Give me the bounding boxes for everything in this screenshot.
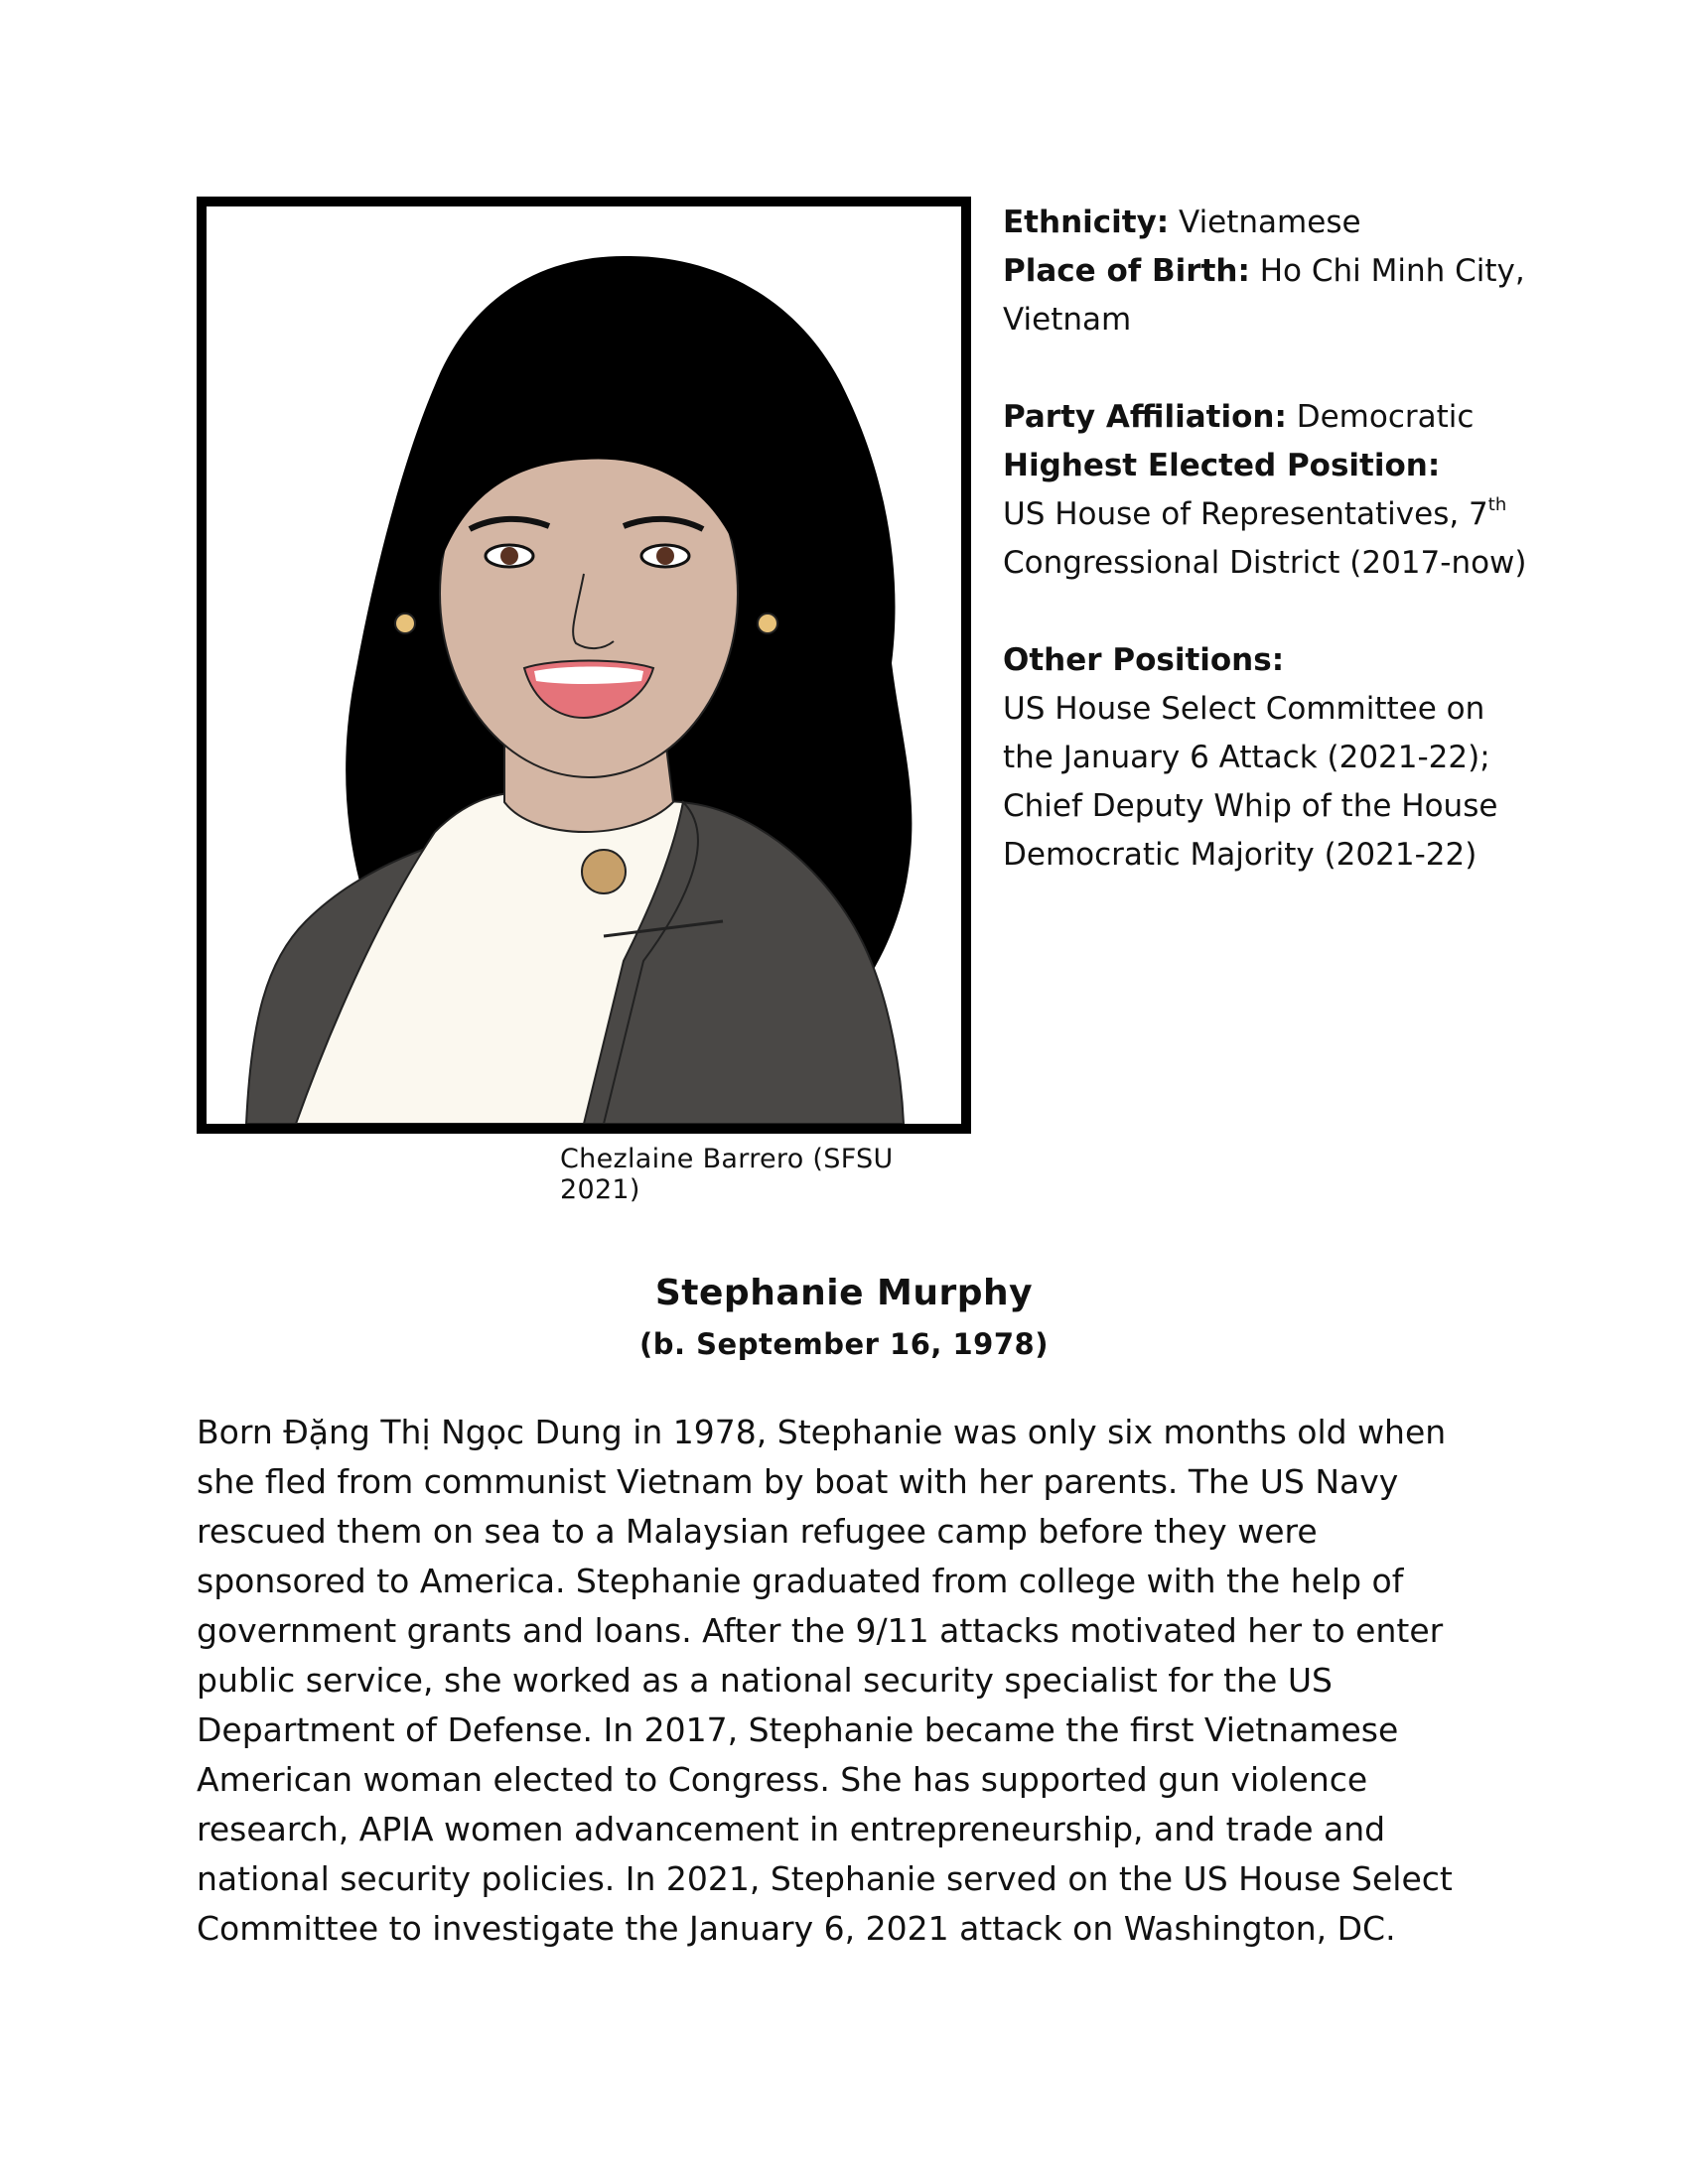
position-line2: Congressional District (2017-now)	[1003, 545, 1527, 581]
birth-label: Place of Birth:	[1003, 253, 1250, 289]
teeth	[534, 667, 643, 685]
bio-line: she fled from communist Vietnam by boat with her parents. The US Navy	[197, 1462, 1399, 1501]
left-earring	[395, 614, 415, 633]
person-name: Stephanie Murphy	[654, 1273, 1034, 1313]
party-label: Party Affiliation:	[1003, 399, 1287, 435]
position-line1	[1003, 490, 1648, 539]
bio-line: national security policies. In 2021, Stephanie served on the US House Select	[197, 1859, 1453, 1898]
portrait-frame	[197, 197, 971, 1134]
birth-date: (b. September 16, 1978)	[639, 1327, 1049, 1361]
bio-line: research, APIA women advancement in entrepreneurship, and trade and	[197, 1810, 1386, 1848]
right-iris	[656, 547, 674, 565]
bio-line: American woman elected to Congress. She has supported gun violence	[197, 1760, 1368, 1799]
party-row	[1003, 393, 1648, 442]
spacer	[1003, 344, 1648, 393]
left-iris	[500, 547, 518, 565]
bio-line: Committee to investigate the January 6, 2021 attack on Washington, DC.	[197, 1909, 1396, 1948]
birth-row	[1003, 247, 1648, 296]
position-line1-sup: th	[1487, 494, 1507, 515]
ethnicity-row	[1003, 199, 1648, 247]
other-position-line: Democratic Majority (2021-22)	[1003, 837, 1477, 873]
birth-value-line2: Vietnam	[1003, 302, 1132, 338]
spacer	[1003, 588, 1648, 636]
other-position-line: the January 6 Attack (2021-22);	[1003, 740, 1490, 775]
info-panel	[1003, 199, 1648, 880]
biography	[197, 1408, 1527, 1954]
bio-line: Department of Defense. In 2017, Stephanie became the first Vietnamese	[197, 1710, 1399, 1749]
position-label: Highest Elected Position:	[1003, 448, 1441, 483]
other-position-line: Chief Deputy Whip of the House	[1003, 788, 1498, 824]
illustrator-caption: Chezlaine Barrero (SFSU 2021)	[560, 1144, 894, 1205]
right-earring	[758, 614, 777, 633]
bio-line: sponsored to America. Stephanie graduated from college with the help of	[197, 1562, 1404, 1600]
ethnicity-label: Ethnicity:	[1003, 205, 1170, 240]
congressional-pin	[582, 850, 626, 893]
bio-line: public service, she worked as a national security specialist for the US	[197, 1661, 1333, 1700]
birth-value-line1: Ho Chi Minh City,	[1259, 253, 1525, 289]
position-line1-text: US House of Representatives, 7	[1003, 496, 1488, 532]
other-positions-label: Other Positions:	[1003, 642, 1285, 678]
bio-line: rescued them on sea to a Malaysian refugee camp before they were	[197, 1512, 1318, 1551]
bio-line: Born Đặng Thị Ngọc Dung in 1978, Stephanie was only six months old when	[197, 1413, 1447, 1451]
party-value: Democratic	[1296, 399, 1475, 435]
portrait-illustration	[207, 206, 961, 1124]
bio-line: government grants and loans. After the 9/11 attacks motivated her to enter	[197, 1611, 1444, 1650]
ethnicity-value: Vietnamese	[1179, 205, 1361, 240]
other-position-line: US House Select Committee on	[1003, 691, 1485, 727]
